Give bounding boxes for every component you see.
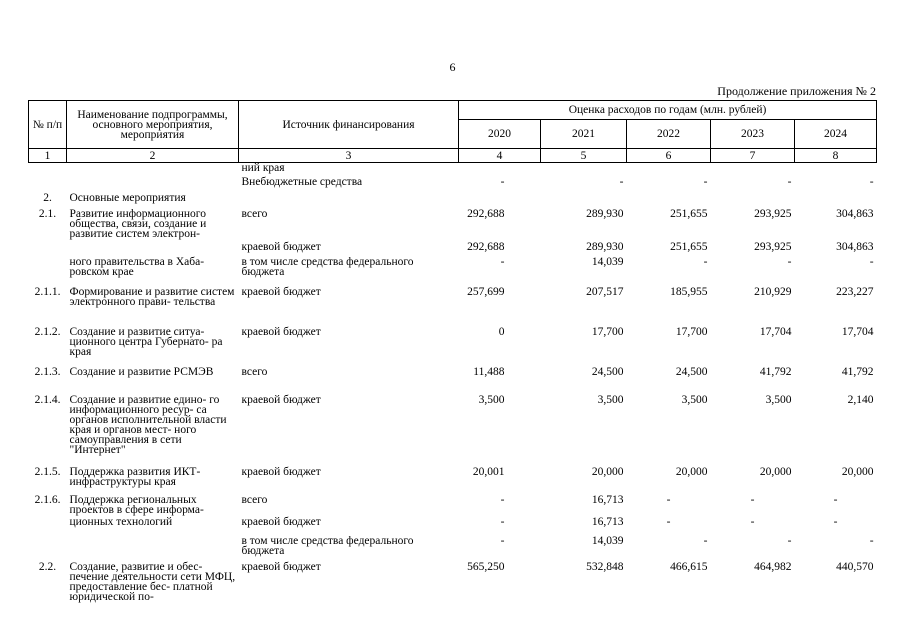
row-value — [459, 163, 541, 174]
col-number: 5 — [541, 149, 627, 163]
table-row — [29, 189, 877, 205]
row-value — [541, 163, 627, 174]
row-value — [459, 189, 541, 205]
row-value: - — [500, 256, 505, 268]
row-source: всего — [241, 494, 268, 506]
row-value: 565,250 — [467, 561, 505, 573]
row-value — [711, 163, 795, 174]
row-value — [795, 189, 877, 205]
row-name — [67, 239, 239, 254]
row-value: 41,792 — [841, 366, 874, 378]
row-value: 17,700 — [675, 326, 708, 338]
row-value: - — [787, 256, 792, 268]
row-value: 20,000 — [675, 466, 708, 478]
row-name: Создание и развитие РСМЭВ — [69, 366, 214, 378]
row-number — [29, 515, 67, 533]
row-number: 2.1.1. — [34, 286, 61, 298]
row-name — [67, 163, 239, 174]
row-value: 17,704 — [759, 326, 792, 338]
row-source: ний края — [241, 162, 285, 174]
row-value: - — [666, 494, 671, 506]
row-name — [67, 533, 239, 560]
row-source: краевой бюджет — [241, 286, 321, 298]
row-value: 20,000 — [841, 466, 874, 478]
row-value — [795, 163, 877, 174]
row-source: краевой бюджет — [241, 241, 321, 253]
row-value: 304,863 — [836, 241, 874, 253]
row-value: 532,848 — [586, 561, 624, 573]
table-row — [29, 560, 877, 602]
row-value: - — [619, 176, 624, 188]
row-name: Основные мероприятия — [69, 192, 186, 204]
table-row — [29, 465, 877, 493]
row-number — [29, 533, 67, 560]
header-year: 2020 — [459, 120, 541, 149]
row-value: 24,500 — [591, 366, 624, 378]
header-source: Источник финансирования — [239, 101, 459, 149]
row-value: 16,713 — [591, 494, 624, 506]
row-value: - — [833, 516, 838, 528]
row-value: 11,488 — [473, 366, 505, 378]
table-row — [29, 515, 877, 533]
row-value: 292,688 — [467, 208, 505, 220]
table-row — [29, 205, 877, 239]
row-value: - — [500, 176, 505, 188]
row-value — [627, 163, 711, 174]
row-source: краевой бюджет — [241, 516, 321, 528]
row-name: Поддержка развития ИКТ- инфраструктуры края — [69, 466, 201, 488]
row-value: 24,500 — [675, 366, 708, 378]
row-name: Создание и развитие ситуа- ционного центра Губернато- ра края — [69, 326, 223, 358]
row-value: 20,000 — [591, 466, 624, 478]
row-number: 2.1.2. — [34, 326, 61, 338]
row-value: 3,500 — [681, 394, 708, 406]
row-value — [541, 189, 627, 205]
row-value: 251,655 — [670, 241, 708, 253]
row-value: - — [500, 535, 505, 547]
row-value: 292,688 — [467, 241, 505, 253]
row-value: - — [833, 494, 838, 506]
row-value: 2,140 — [847, 394, 874, 406]
row-value: - — [787, 535, 792, 547]
row-source: в том числе средства федерального бюджета — [241, 256, 414, 278]
row-source — [239, 189, 459, 205]
row-value: 223,227 — [836, 286, 874, 298]
table-row — [29, 393, 877, 465]
row-source: краевой бюджет — [241, 394, 321, 406]
row-value: - — [869, 535, 874, 547]
row-number: 2.2. — [38, 561, 57, 573]
row-name: Развитие информационного общества, связи, создание и развитие систем электрон- — [69, 208, 207, 240]
row-value: - — [666, 516, 671, 528]
page-number: 6 — [449, 60, 456, 74]
row-number: 2.1.4. — [34, 394, 61, 406]
row-number — [29, 254, 67, 285]
row-name: ционных технологий — [69, 516, 173, 528]
row-value: - — [500, 494, 505, 506]
row-value: 17,704 — [841, 326, 874, 338]
row-number — [29, 163, 67, 174]
continuation-caption: Продолжение приложения № 2 — [717, 84, 876, 98]
row-number: 2.1.5. — [34, 466, 61, 478]
row-value: 3,500 — [478, 394, 505, 406]
row-value: 20,001 — [472, 466, 505, 478]
row-value: 466,615 — [670, 561, 708, 573]
row-number — [29, 173, 67, 189]
row-value: 251,655 — [670, 208, 708, 220]
row-value: 440,570 — [836, 561, 874, 573]
header-year: 2024 — [795, 120, 877, 149]
row-value: 16,713 — [591, 516, 624, 528]
row-value: 3,500 — [597, 394, 624, 406]
row-number: 2. — [43, 192, 52, 204]
row-value: 293,925 — [754, 241, 792, 253]
col-number: 1 — [29, 149, 67, 163]
row-source: всего — [241, 366, 268, 378]
table-row — [29, 365, 877, 393]
row-number: 2.1. — [38, 208, 57, 220]
row-source: краевой бюджет — [241, 466, 321, 478]
row-value: - — [703, 256, 708, 268]
col-number: 3 — [239, 149, 459, 163]
row-value: 0 — [498, 326, 505, 338]
header-num: № п/п — [29, 101, 67, 149]
col-number: 7 — [711, 149, 795, 163]
row-name: Создание, развитие и обес- печение деятельности сети МФЦ, предоставление бес- платной юридической по- — [69, 561, 236, 603]
header-name: Наименование подпрограммы, основного мероприятия, мероприятия — [67, 101, 239, 149]
row-value: 304,863 — [836, 208, 874, 220]
table-row — [29, 173, 877, 189]
row-value: 3,500 — [765, 394, 792, 406]
row-number: 2.1.6. — [34, 494, 61, 506]
row-value: 14,039 — [591, 535, 624, 547]
row-source: краевой бюджет — [241, 561, 321, 573]
table-row — [29, 325, 877, 365]
col-number: 6 — [627, 149, 711, 163]
row-value: - — [787, 176, 792, 188]
row-name: Поддержка региональных проектов в сфере информа- — [69, 494, 204, 516]
table-row — [29, 163, 877, 174]
row-value: 257,699 — [467, 286, 505, 298]
table-row — [29, 493, 877, 515]
row-value: - — [703, 535, 708, 547]
header-year: 2023 — [711, 120, 795, 149]
row-number — [29, 239, 67, 254]
table-row — [29, 285, 877, 325]
row-value: 14,039 — [591, 256, 624, 268]
row-source: Внебюджетные средства — [241, 176, 363, 188]
row-value: 464,982 — [754, 561, 792, 573]
row-value — [711, 189, 795, 205]
table-row — [29, 239, 877, 254]
row-value: - — [750, 516, 755, 528]
row-name: ного правительства в Хаба- ровском крае — [69, 256, 205, 278]
header-estimate: Оценка расходов по годам (млн. рублей) — [459, 101, 877, 120]
row-value: - — [750, 494, 755, 506]
header-year: 2022 — [627, 120, 711, 149]
row-name: Создание и развитие едино- го информационного ресур- са органов исполнительной власти края и органов мест- ного самоуправления в сети "Интернет" — [69, 394, 227, 456]
header-year: 2021 — [541, 120, 627, 149]
row-value — [627, 189, 711, 205]
row-value: - — [703, 176, 708, 188]
row-value: - — [869, 176, 874, 188]
row-value: 289,930 — [586, 241, 624, 253]
table-row — [29, 533, 877, 560]
row-source: всего — [241, 208, 268, 220]
row-value: 289,930 — [586, 208, 624, 220]
row-value: 17,700 — [591, 326, 624, 338]
row-value: 41,792 — [759, 366, 792, 378]
col-number: 2 — [67, 149, 239, 163]
row-name: Формирование и развитие систем электронного прави- тельства — [69, 286, 235, 308]
row-number: 2.1.3. — [34, 366, 61, 378]
row-value: 293,925 — [754, 208, 792, 220]
col-number: 4 — [459, 149, 541, 163]
row-name — [67, 173, 239, 189]
table-row — [29, 254, 877, 285]
row-source: краевой бюджет — [241, 326, 321, 338]
expenditure-table — [28, 100, 877, 602]
row-value: 20,000 — [759, 466, 792, 478]
row-value: - — [500, 516, 505, 528]
row-value: - — [869, 256, 874, 268]
row-source: в том числе средства федерального бюджета — [241, 535, 414, 557]
row-value: 210,929 — [754, 286, 792, 298]
row-value: 185,955 — [670, 286, 708, 298]
col-number: 8 — [795, 149, 877, 163]
row-value: 207,517 — [586, 286, 624, 298]
